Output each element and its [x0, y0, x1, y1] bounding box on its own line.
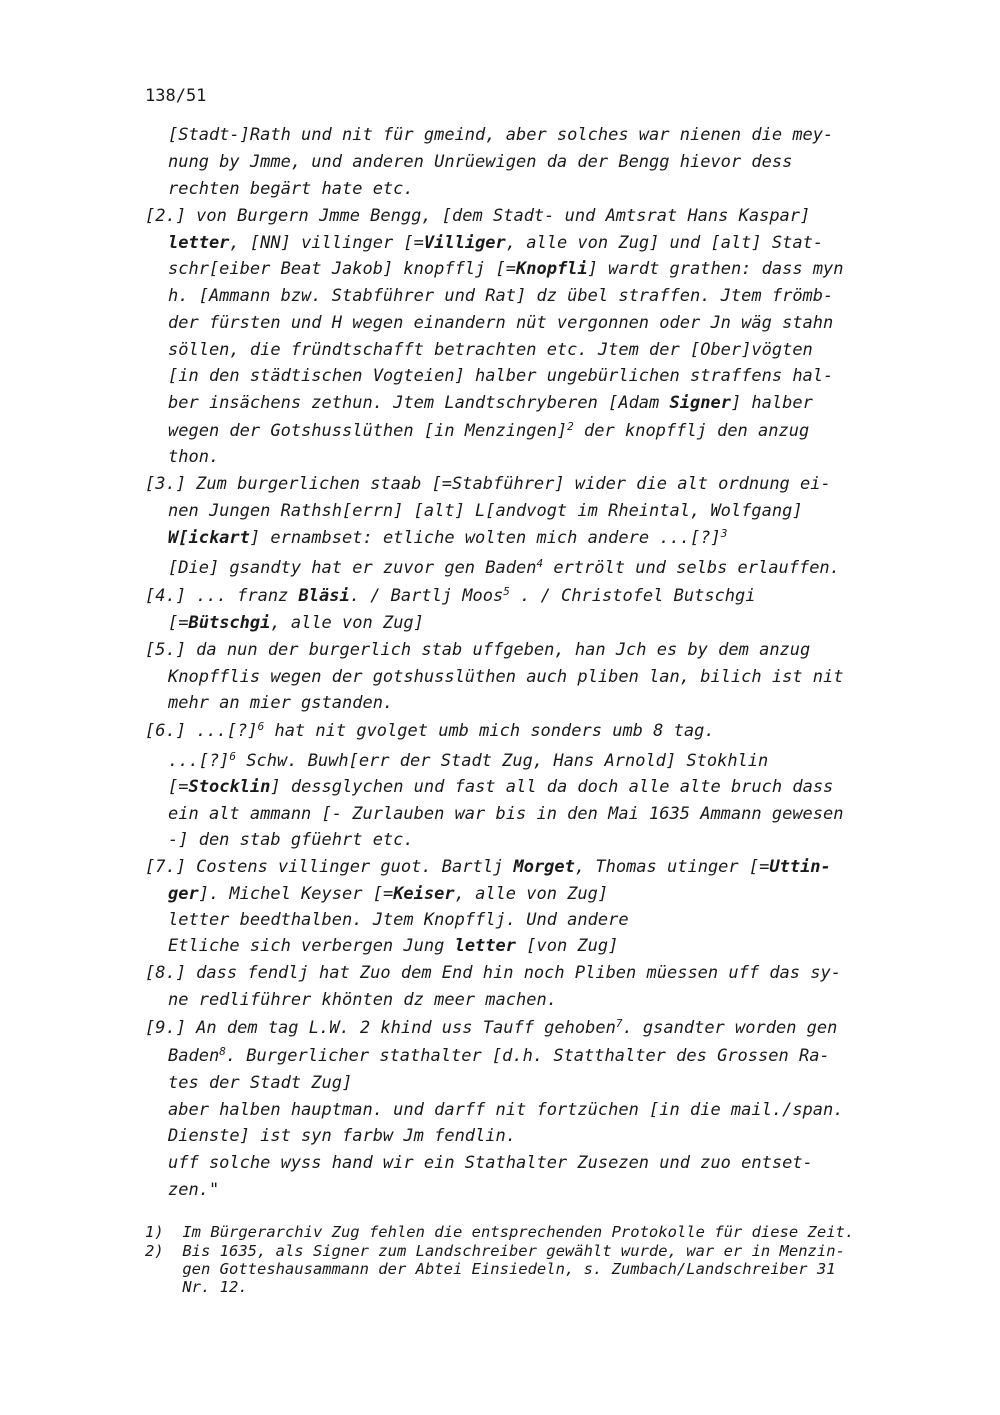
text-segment: ber insächens zethun. Jtem Landtschryberen [Adam — [168, 393, 670, 413]
text-line — [168, 1126, 516, 1146]
text-line — [145, 206, 810, 226]
footnote-line: 2) Bis 1635, als Signer zum Landschreiber gewählt wurde, war er in Menzin- — [145, 1242, 845, 1260]
bold-name: ger — [168, 884, 199, 904]
text-segment: der fürsten und H wegen einandern nüt vergonnen oder Jn wäg stahn — [168, 313, 834, 333]
bold-name: Morget — [513, 857, 575, 877]
text-line — [168, 1180, 219, 1200]
text-segment: ] dessglychen und fast all da doch alle alte bruch dass — [270, 777, 834, 797]
text-line — [168, 233, 823, 253]
text-line — [145, 963, 841, 983]
text-line — [168, 125, 833, 145]
bold-name: letter — [454, 936, 516, 956]
text-segment: Dienste] ist syn farbw Jm fendlin. — [168, 1126, 516, 1146]
text-line — [168, 830, 414, 850]
text-segment: ] halber — [730, 393, 813, 413]
text-line — [168, 313, 833, 333]
text-segment: [= — [168, 613, 189, 633]
text-segment: [Die] gsandty hat er zuvor gen Baden — [168, 558, 537, 578]
text-line — [145, 721, 715, 741]
text-segment: rechten begärt hate etc. — [168, 179, 414, 199]
text-segment: hat nit gvolget umb mich sonders umb 8 tag. — [264, 721, 715, 741]
text-segment: . / Christofel Butschgi — [509, 586, 756, 606]
footnote-marker: 2 — [567, 420, 574, 433]
text-line — [168, 667, 844, 687]
text-line — [168, 259, 844, 279]
text-segment: ]. Michel Keyser [= — [198, 884, 394, 904]
text-line — [145, 640, 810, 660]
text-line — [168, 910, 629, 930]
text-line — [168, 558, 840, 578]
footnote-marker: 6 — [229, 750, 237, 763]
footnote-line: gen Gotteshausammann der Abtei Einsiedeln, s. Zumbach/Landschreiber 31 — [145, 1260, 836, 1278]
text-line — [168, 286, 833, 306]
text-segment: , alle von Zug] — [270, 613, 424, 633]
bold-name: letter — [168, 233, 230, 253]
text-line — [168, 1073, 352, 1093]
text-line — [168, 1046, 830, 1066]
text-line — [168, 1100, 844, 1120]
text-line — [145, 474, 831, 494]
text-segment: . / Bartlj Moos — [349, 586, 504, 606]
bold-name: Knopfli — [516, 259, 588, 279]
text-segment: Etliche sich verbergen Jung — [168, 936, 455, 956]
footnote-marker: 3 — [720, 527, 728, 540]
text-segment: thon. — [168, 447, 220, 467]
text-segment: [5.] da nun der burgerlich stab uffgeben, han Jch es by dem anzug — [145, 640, 811, 660]
text-line — [168, 936, 618, 956]
text-segment: ...[?] — [168, 751, 230, 771]
bold-name: Bütschgi — [188, 613, 271, 633]
text-line — [168, 152, 792, 172]
text-segment: . gsandter worden gen — [622, 1018, 838, 1038]
footnote-marker: 6 — [257, 720, 265, 733]
text-segment: Baden — [168, 1046, 220, 1066]
text-segment: [in den städtischen Vogteien] halber ungebürlichen straffens hal- — [168, 366, 834, 386]
bold-name: Villiger — [423, 233, 506, 253]
text-line — [168, 501, 803, 521]
page-number: 138/51 — [145, 86, 207, 106]
text-segment: [= — [168, 777, 189, 797]
text-segment: letter beedthalben. Jtem Knopfflj. Und andere — [168, 910, 629, 930]
text-line — [168, 366, 833, 386]
text-segment: nen Jungen Rathsh[errn] [alt] L[andvogt im Rheintal, Wolfgang] — [168, 501, 803, 521]
text-segment: schr[eiber Beat Jakob] knopfflj [= — [168, 259, 516, 279]
text-segment: [2.] von Burgern Jmme Bengg, [dem Stadt- und Amtsrat Hans Kaspar] — [145, 206, 811, 226]
text-segment: [Stadt-]Rath und nit für gmeind, aber solches war nienen die mey- — [168, 125, 834, 145]
bold-name: Bläsi — [298, 586, 350, 606]
text-segment: Schw. Buwh[err der Stadt Zug, Hans Arnold] Stokhlin — [236, 751, 769, 771]
text-segment: h. [Ammann bzw. Stabführer und Rat] dz übel straffen. Jtem frömb- — [168, 286, 834, 306]
text-segment: Knopfflis wegen der gotshusslüthen auch pliben lan, bilich ist nit — [168, 667, 844, 687]
text-segment: [7.] Costens villinger guot. Bartlj — [145, 857, 514, 877]
text-line — [168, 179, 414, 199]
text-segment: wegen der Gotshusslüthen [in Menzingen] — [168, 421, 568, 441]
text-line — [168, 1153, 813, 1173]
text-segment: ertrölt und selbs erlauffen. — [543, 558, 840, 578]
footnote-line: 1) Im Bürgerarchiv Zug fehlen die entsprechenden Protokolle für diese Zeit. — [145, 1223, 855, 1241]
footnote-marker: 8 — [219, 1045, 226, 1058]
text-segment: ne redliführer khönten dz meer machen. — [168, 990, 557, 1010]
text-segment: [von Zug] — [516, 936, 619, 956]
text-segment: , alle von Zug] — [454, 884, 609, 904]
footnote-marker: 5 — [503, 585, 510, 598]
text-segment: [3.] Zum burgerlichen staab [=Stabführer] wider die alt ordnung ei- — [145, 474, 831, 494]
text-segment: zen." — [168, 1180, 220, 1200]
text-line — [145, 1018, 837, 1038]
text-line — [168, 528, 727, 548]
bold-name: Signer — [669, 393, 731, 413]
text-line — [168, 340, 813, 360]
bold-name: Uttin- — [769, 857, 831, 877]
text-segment: mehr an mier gstanden. — [168, 693, 394, 713]
text-segment: söllen, die fründtschafft betrachten etc. Jtem der [Ober]vögten — [168, 340, 813, 360]
text-segment: , Thomas utinger [= — [574, 857, 770, 877]
text-segment: ] wardt grathen: dass myn — [587, 259, 844, 279]
text-segment: [8.] dass fendlj hat Zuo dem End hin noch Pliben müessen uff das sy- — [145, 963, 841, 983]
text-line — [168, 613, 424, 633]
footnote-marker: 7 — [615, 1017, 623, 1030]
text-line — [168, 884, 608, 904]
bold-name: Keiser — [393, 884, 455, 904]
text-segment: aber halben hauptman. und darff nit fortzüchen [in die mail./span. — [168, 1100, 844, 1120]
text-segment: [4.] ... franz — [145, 586, 299, 606]
footnote-marker: 4 — [536, 557, 544, 570]
text-line — [168, 393, 813, 413]
text-segment: [9.] An dem tag L.W. 2 khind uss Tauff gehoben — [145, 1018, 616, 1038]
text-segment: ] ernambset: etliche wolten mich andere ...[?] — [249, 528, 721, 548]
text-line — [168, 777, 833, 797]
text-line — [145, 586, 756, 606]
text-line — [145, 857, 831, 877]
text-segment: nung by Jmme, und anderen Unrüewigen da der Bengg hievor dess — [168, 152, 793, 172]
text-segment: . Burgerlicher stathalter [d.h. Statthalter des Grossen Ra- — [225, 1046, 830, 1066]
text-segment: der knopfflj den anzug — [573, 421, 810, 441]
text-segment: tes der Stadt Zug] — [168, 1073, 353, 1093]
text-segment: , [NN] villinger [= — [229, 233, 424, 253]
text-line — [168, 693, 393, 713]
text-line — [168, 751, 768, 771]
text-line — [168, 804, 844, 824]
text-line — [168, 421, 809, 441]
bold-name: W[ickart — [168, 528, 250, 548]
bold-name: Stocklin — [188, 777, 271, 797]
text-segment: -] den stab gfüehrt etc. — [168, 830, 414, 850]
text-line — [168, 447, 219, 467]
text-segment: [6.] ...[?] — [145, 721, 258, 741]
text-line — [168, 990, 557, 1010]
footnote-line: Nr. 12. — [145, 1278, 248, 1296]
text-segment: ein alt ammann [- Zurlauben war bis in den Mai 1635 Ammann gewesen — [168, 804, 844, 824]
text-segment: uff solche wyss hand wir ein Stathalter Zusezen und zuo entset- — [168, 1153, 813, 1173]
text-segment: , alle von Zug] und [alt] Stat- — [505, 233, 824, 253]
